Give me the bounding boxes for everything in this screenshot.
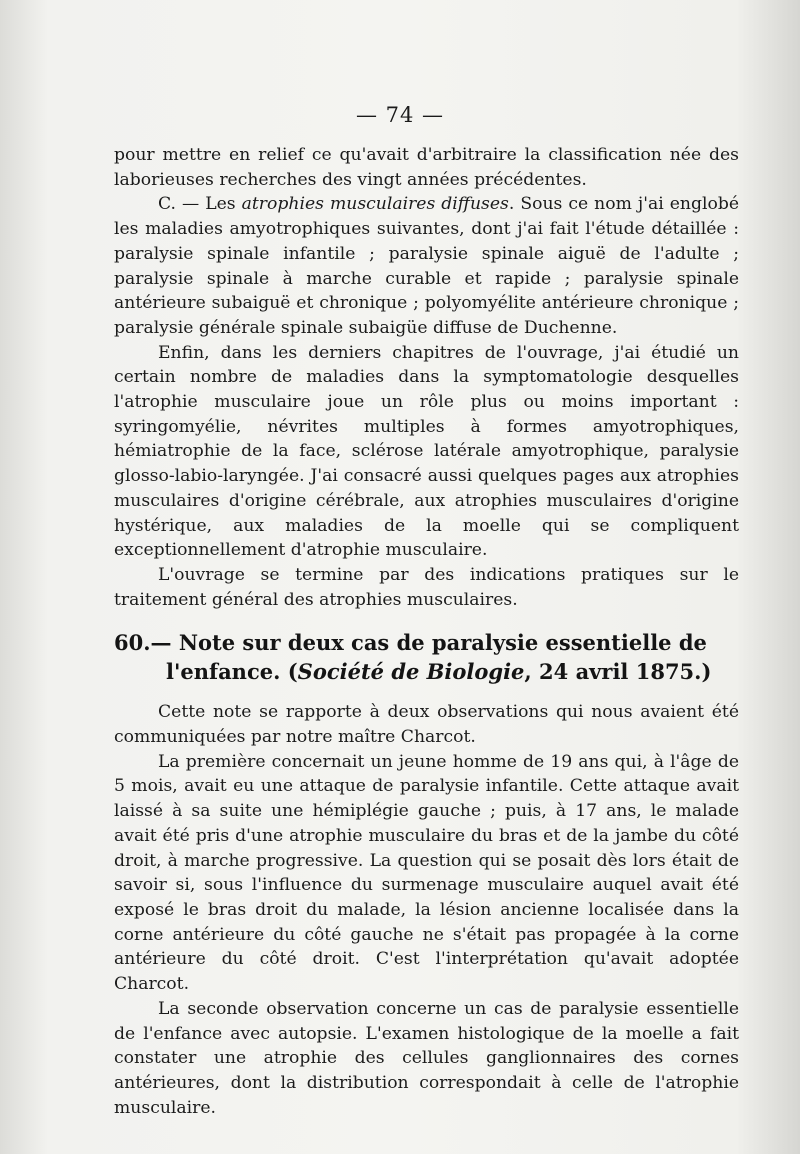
section-c-paragraph — [114, 192, 739, 340]
intro-text: pour mettre en relief ce qu'avait d'arbitraire la classification née des laborieuses recherches des vingt années précédentes. — [114, 145, 739, 190]
conclusion-text: L'ouvrage se termine par des indications pratiques sur le traitement général des atrophies musculaires. — [114, 564, 739, 610]
note-60-title: Note sur deux cas de paralysie essentielle de l'enfance. ( — [166, 630, 707, 685]
note-intro-text: Cette note se rapporte à deux observations qui nous avaient été communiquées par notre maître Charcot. — [114, 702, 739, 748]
page-body — [114, 143, 739, 1120]
section-c-italic-term: atrophies musculaires diffuses — [241, 194, 509, 215]
enfin-text: Enfin, dans les derniers chapitres de l'ouvrage, j'ai étudié un certain nombre de maladies dans la symptomatologie desquelles l'atrophie musculaire joue un rôle plus ou moins important : syringomyélie, névrites multiples à formes amyotrophiques, hémiatrophie de la face, sclérose latérale amyotrophique, paralysie glosso-labio-laryngée. J'ai consacré aussi quelques pages aux atrophies musculaires d'origine cérébrale, aux atrophies musculaires d'origine hystérique, aux maladies de la moelle qui se compliquent exceptionnellement d'atrophie musculaire. — [114, 342, 739, 561]
section-c-text: . Sous ce nom j'ai englobé les maladies amyotrophiques suivantes, dont j'ai fait l'étude détaillée : paralysie spinale infantile ; paralysie spinale aiguë de l'adulte ; paralysie spinale à marche curable et rapide ; paralysie spinale antérieure subaiguë et chronique ; polyomyélite antérieure chronique ; paralysie générale spinale subaigüe diffuse de Duchenne. — [114, 194, 739, 338]
note-60-heading — [114, 628, 739, 686]
note-60-number: 60.— — [114, 630, 172, 656]
second-case-text: La seconde observation concerne un cas de paralysie essentielle de l'enfance avec autopsie. L'examen histologique de la moelle a fait constater une atrophie des cellules ganglionnaires des cornes antérieures, dont la distribution correspondait à celle de l'atrophie musculaire. — [114, 998, 739, 1118]
note-60-date: , 24 avril 1875.) — [524, 659, 712, 685]
intro-paragraph — [114, 143, 739, 192]
section-gap — [114, 612, 739, 618]
section-c-label: C. — Les — [158, 194, 242, 215]
first-case-paragraph — [114, 750, 739, 997]
conclusion-paragraph — [114, 563, 739, 612]
second-case-paragraph — [114, 997, 739, 1121]
enfin-paragraph — [114, 341, 739, 563]
note-60-society: Société de Biologie — [297, 659, 525, 685]
note-intro-paragraph — [114, 700, 739, 749]
page-number: — 74 — — [355, 103, 445, 127]
first-case-text: La première concernait un jeune homme de 19 ans qui, à l'âge de 5 mois, avait eu une attaque de paralysie infantile. Cette attaque avait laissé à sa suite une hémiplégie gauche ; puis, à 17 ans, le malade avait été pris d'une atrophie musculaire du bras et de la jambe du côté droit, à marche progressive. La question qui se posait dès lors était de savoir si, sous l'influence du surmenage musculaire auquel avait été exposé le bras droit du malade, la lésion ancienne localisée dans la corne antérieure du côté gauche ne s'était pas propagée à la corne antérieure du côté droit. C'est l'interprétation qu'avait adoptée Charcot. — [114, 751, 739, 995]
